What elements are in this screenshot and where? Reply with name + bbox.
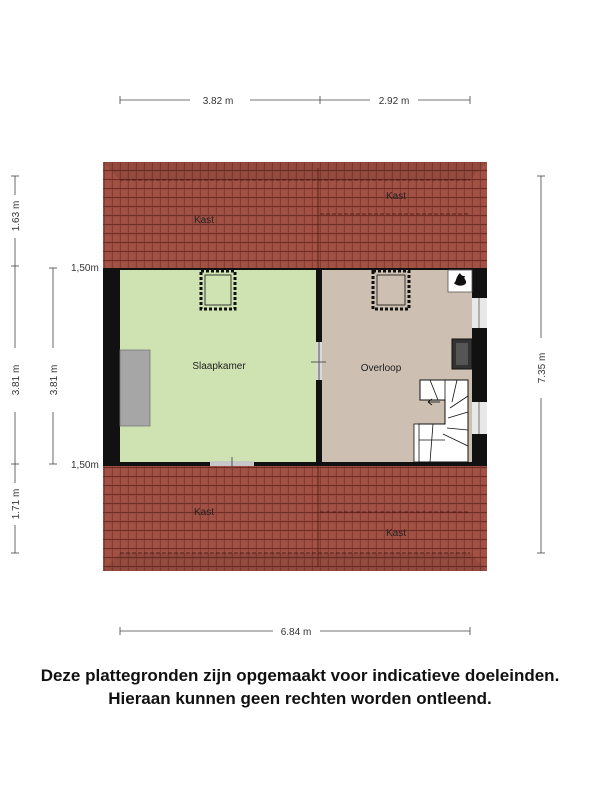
room-kast-bottom-right: Kast [385,528,407,539]
dim-height-top: 1,50m [71,263,99,274]
dim-height-bottom: 1,50m [71,460,99,471]
roof-top [103,162,487,270]
dim-left-bottom: 1.71 m [11,488,22,520]
room-overloop: Overloop [360,363,402,374]
dim-right: 7.35 m [537,352,548,384]
dimension-top [120,96,470,104]
dim-left-mid: 3.81 m [11,364,22,396]
disclaimer-line-1: Deze plattegronden zijn opgemaakt voor indicatieve doeleinden. [40,666,560,685]
disclaimer [0,664,600,710]
room-kast-top-right: Kast [385,191,407,202]
room-slaapkamer: Slaapkamer [192,361,246,372]
room-kast-top-left: Kast [193,215,215,226]
dim-inner-mid: 3.81 m [49,364,60,396]
wardrobe [120,350,150,426]
room-kast-bottom-left: Kast [193,507,215,518]
disclaimer-line-2: Hieraan kunnen geen rechten worden ontleend. [108,689,492,708]
dim-left-top: 1.63 m [11,200,22,232]
dim-bottom: 6.84 m [280,627,312,638]
roof-bottom [103,464,487,571]
dim-top-left: 3.82 m [202,96,234,107]
dim-top-right: 2.92 m [378,96,410,107]
